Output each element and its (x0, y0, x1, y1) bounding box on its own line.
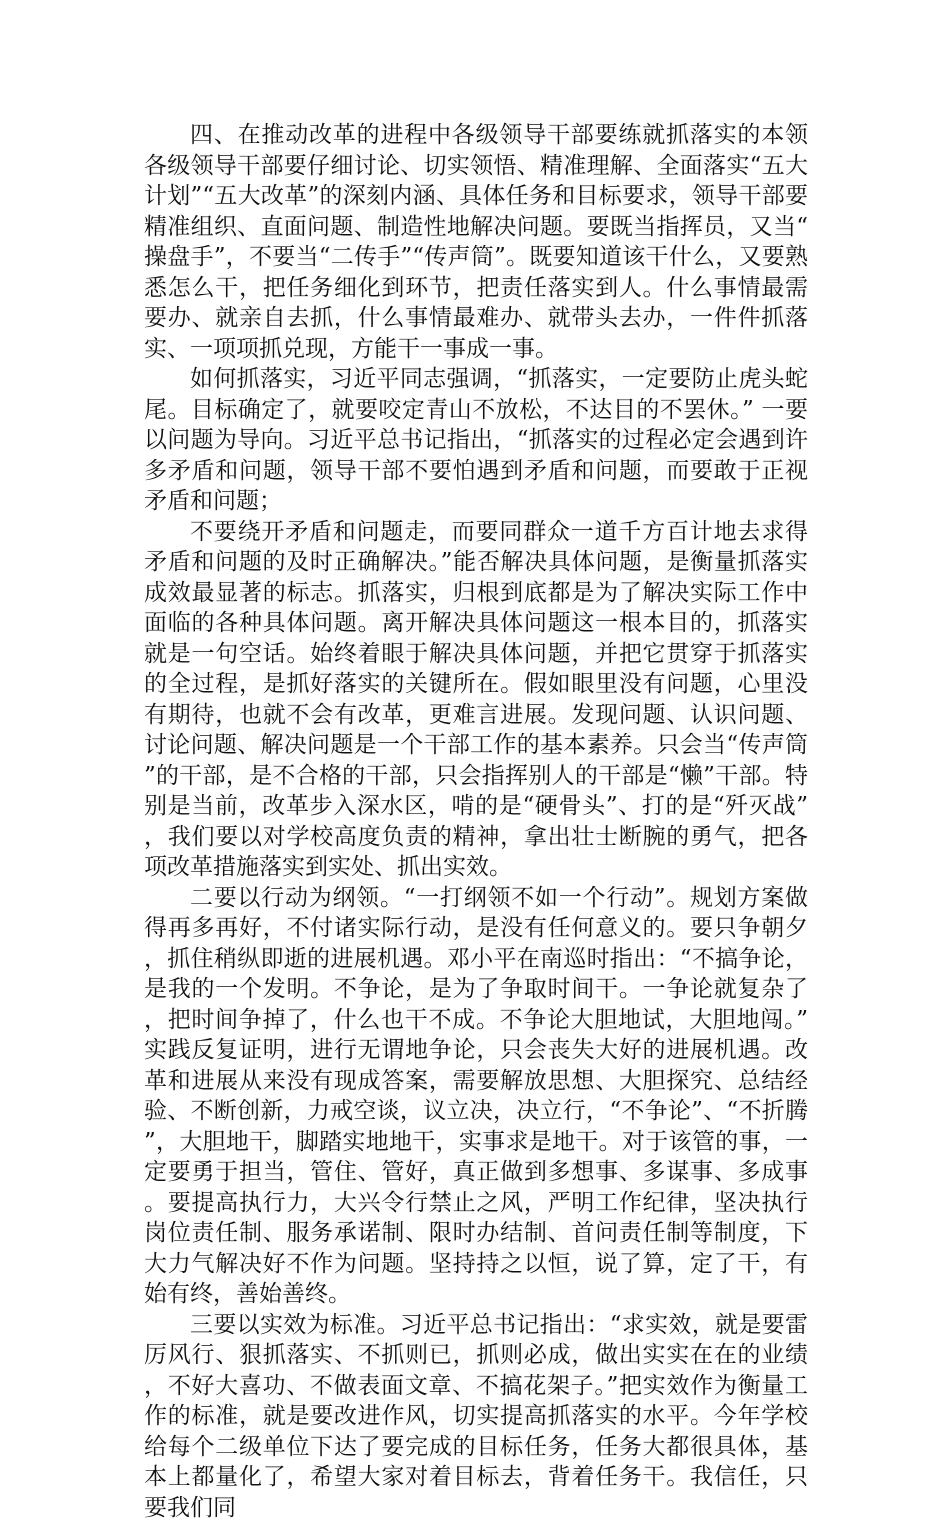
paragraph-4: 二要以行动为纲领。“一打纲领不如一个行动”。规划方案做得再多再好，不付诸实际行动，是没有任何意义的。要只争朝夕，抓住稍纵即逝的进展机遇。邓小平在南巡时指出：“不搞争论，是我的一个发明。不争论，是为了争取时间干。一争论就复杂了，把时间争掉了，什么也干不成。不争论大胆地试，大胆地闯。”实践反复证明，进行无谓地争论，只会丧失大好的进展机遇。改革和进展从来没有现成答案，需要解放思想、大胆探究、总结经验、不断创新，力戒空谈，议立决，决立行，“不争论”、“不折腾”，大胆地干，脚踏实地地干，实事求是地干。对于该管的事，一定要勇于担当，管住、管好，真正做到多想事、多谋事、多成事。要提高执行力，大兴令行禁止之风，严明工作纪律，坚决执行岗位责任制、服务承诺制、限时办结制、首问责任制等制度，下大力气解决好不作为问题。坚持持之以恒，说了算，定了干，有始有终，善始善终。 (144, 883, 808, 1310)
document-body (144, 120, 808, 1523)
paragraph-3: 不要绕开矛盾和问题走，而要同群众一道千方百计地去求得矛盾和问题的及时正确解决。”能否解决具体问题，是衡量抓落实成效最显著的标志。抓落实，归根到底都是为了解决实际工作中面临的各种具体问题。离开解决具体问题这一根本目的，抓落实就是一句空话。始终着眼于解决具体问题，并把它贯穿于抓落实的全过程，是抓好落实的关键所在。假如眼里没有问题，心里没有期待，也就不会有改革，更难言进展。发现问题、认识问题、讨论问题、解决问题是一个干部工作的基本素养。只会当“传声筒”的干部，是不合格的干部，只会指挥别人的干部是“懒”干部。特别是当前，改革步入深水区，啃的是“硬骨头”、打的是“歼灭战”，我们要以对学校高度负责的精神，拿出壮士断腕的勇气，把各项改革措施落实到实处、抓出实效。 (144, 517, 808, 883)
paragraph-5: 三要以实效为标准。习近平总书记指出：“求实效，就是要雷厉风行、狠抓落实、不抓则已，抓则必成，做出实实在在的业绩，不好大喜功、不做表面文章、不搞花架子。”把实效作为衡量工作的标准，就是要改进作风，切实提高抓落实的水平。今年学校给每个二级单位下达了要完成的目标任务，任务大都很具体，基本上都量化了，希望大家对着目标去，背着任务干。我信任，只要我们同 (144, 1310, 808, 1523)
paragraph-2: 如何抓落实，习近平同志强调，“抓落实，一定要防止虎头蛇尾。目标确定了，就要咬定青山不放松，不达目的不罢休。” 一要以问题为导向。习近平总书记指出，“抓落实的过程必定会遇到许多矛盾和问题，领导干部不要怕遇到矛盾和问题，而要敢于正视矛盾和问题； (144, 364, 808, 517)
paragraph-1: 四、在推动改革的进程中各级领导干部要练就抓落实的本领各级领导干部要仔细讨论、切实领悟、精准理解、全面落实“五大计划”“五大改革”的深刻内涵、具体任务和目标要求，领导干部要精准组织、直面问题、制造性地解决问题。要既当指挥员，又当“操盘手”，不要当“二传手”“传声筒”。既要知道该干什么，又要熟悉怎么干，把任务细化到环节，把责任落实到人。什么事情最需要办、就亲自去抓，什么事情最难办、就带头去办，一件件抓落实、一项项抓兑现，方能干一事成一事。 (144, 120, 808, 364)
